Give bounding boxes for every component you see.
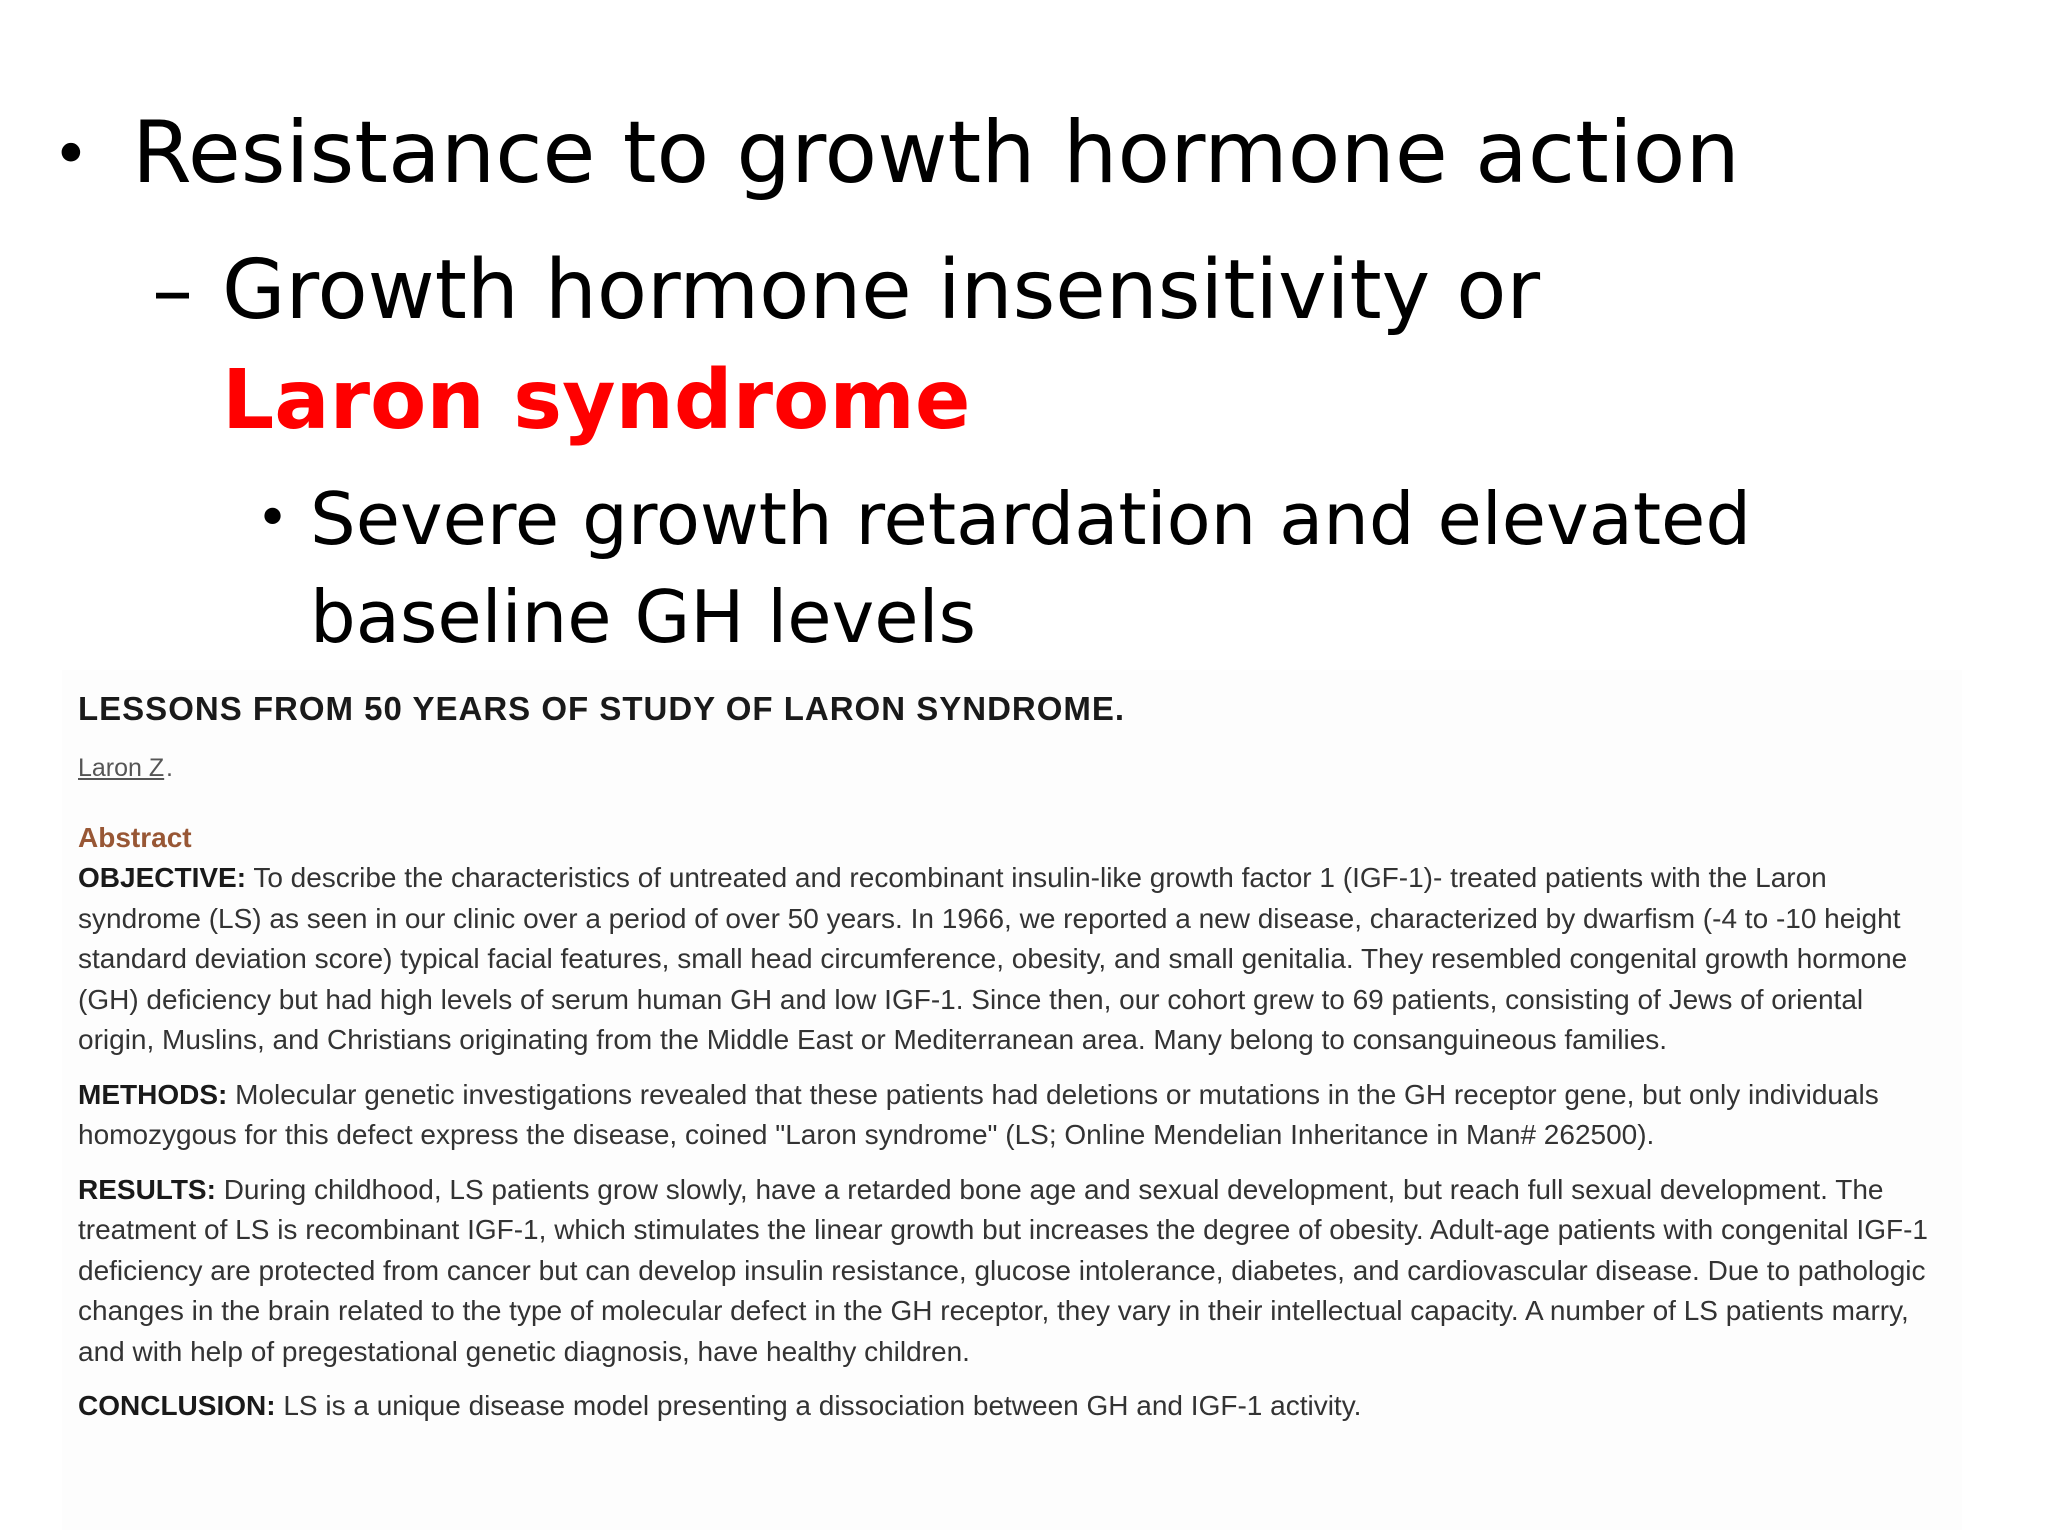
highlighted-term: Laron syndrome xyxy=(222,353,971,448)
bullet-level-3 xyxy=(256,470,1936,666)
abstract-screenshot xyxy=(62,670,1962,1530)
bullet-level-1 xyxy=(52,98,1740,210)
bullet-level-1-text: Resistance to growth hormone action xyxy=(132,103,1740,203)
objective-text: To describe the characteristics of untreated and recombinant insulin-like growth factor 1 (IGF-1)- treated patients with the Laron syndrome (LS) as seen in our clinic over a period of over 50 years. In 1966, we reported a new disease, characterized by dwarfism (-4 to -10 height standard deviation score) typical facial features, small head circumference, obesity, and small genitalia. They resembled congenital growth hormone (GH) deficiency but had high levels of serum human GH and low IGF-1. Since then, our cohort grew to 69 patients, consisting of Jews of oriental origin, Muslins, and Christians originating from the Middle East or Mediterranean area. Many belong to consanguineous families. xyxy=(78,862,1908,1055)
bullet-level-2-text xyxy=(152,236,1712,456)
conclusion-label: CONCLUSION: xyxy=(78,1390,276,1421)
author-period: . xyxy=(166,754,173,782)
bullet-level-3-text: Severe growth retardation and elevated baseline GH levels xyxy=(310,477,1752,659)
bullet-level-2 xyxy=(152,236,1712,456)
results-label: RESULTS: xyxy=(78,1173,216,1205)
conclusion-text: LS is a unique disease model presenting a dissociation between GH and IGF-1 activity. xyxy=(283,1390,1362,1421)
bullet-dot-icon: • xyxy=(52,118,90,192)
author-link[interactable]: Laron Z xyxy=(78,754,165,782)
methods-paragraph xyxy=(78,1075,1938,1156)
objective-paragraph xyxy=(78,858,1938,1061)
results-paragraph xyxy=(78,1170,1938,1373)
methods-text: Molecular genetic investigations revealed that these patients had deletions or mutations in the GH receptor gene, but only individuals homozygous for this defect express the disease, coined "Laron syndrome" (LS; Online Mendelian Inheritance in Man# 262500). xyxy=(78,1078,1879,1150)
abstract-heading: Abstract xyxy=(78,822,192,853)
results-text: During childhood, LS patients grow slowly, have a retarded bone age and sexual development, but reach full sexual development. The treatment of LS is recombinant IGF-1, which stimulates the linear growth but increases the degree of obesity. Adult-age patients with congenital IGF-1 deficiency are protected from cancer but can develop insulin resistance, glucose intolerance, diabetes, and cardiovascular disease. Due to pathologic changes in the brain related to the type of molecular defect in the GH receptor, they vary in their intellectual capacity. A number of LS patients marry, and with help of pregestational genetic diagnosis, have healthy children. xyxy=(78,1173,1928,1367)
bullet-level-2-prefix: Growth hormone insensitivity or xyxy=(222,243,1541,338)
conclusion-paragraph xyxy=(78,1386,1938,1427)
objective-label: OBJECTIVE: xyxy=(78,862,247,893)
abstract-body xyxy=(78,858,1938,1441)
article-title: LESSONS FROM 50 YEARS OF STUDY OF LARON SYNDROME. xyxy=(78,690,1126,727)
methods-label: METHODS: xyxy=(78,1078,228,1110)
dash-icon: – xyxy=(152,243,193,338)
bullet-dot-small-icon: • xyxy=(256,486,290,551)
